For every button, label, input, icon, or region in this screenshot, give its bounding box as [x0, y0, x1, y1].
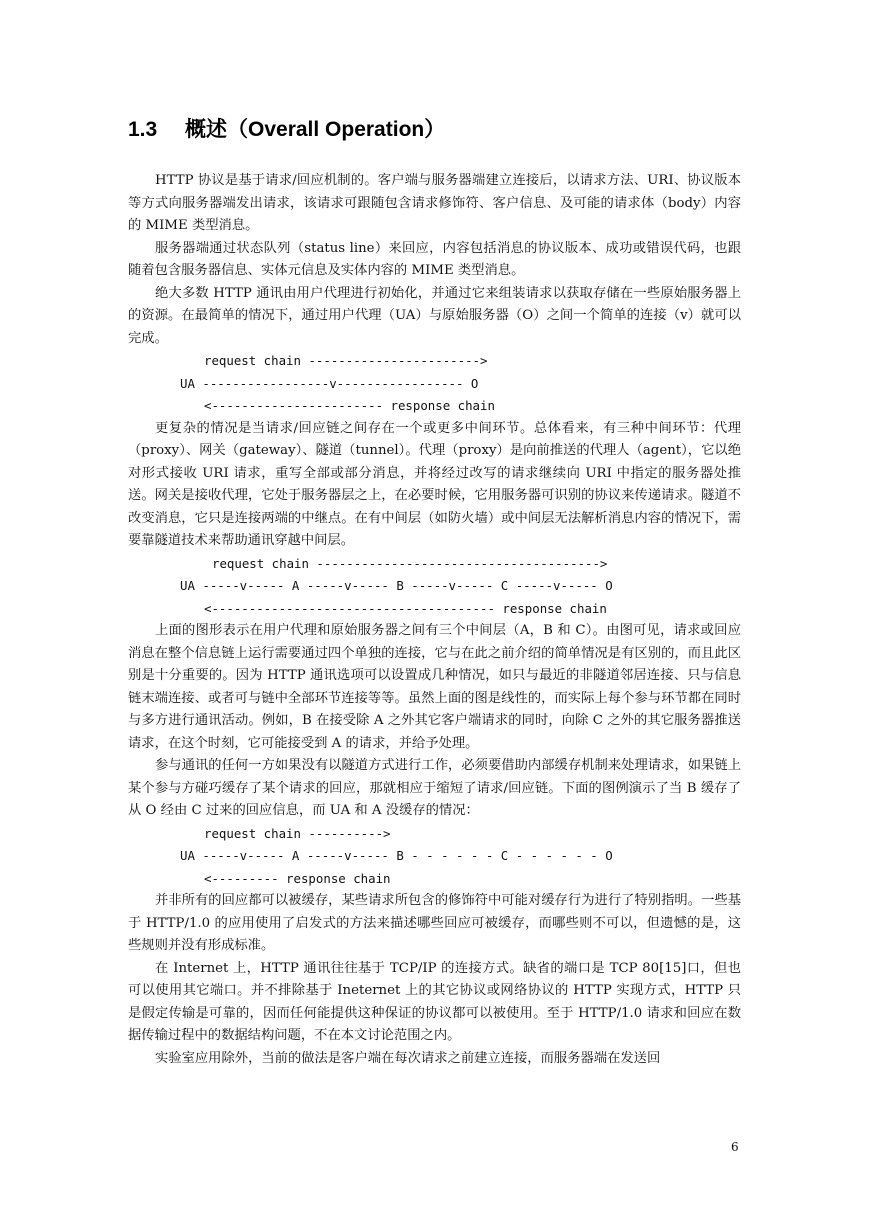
cached-chain-diagram	[128, 823, 741, 891]
paragraph: 服务器端通过状态队列（status line）来回应，内容包括消息的协议版本、成功或错误代码，也跟随着包含服务器信息、实体元信息及实体内容的 MIME 类型消息。	[128, 240, 741, 278]
section-title-text: 概述（Overall Operation）	[185, 118, 446, 141]
section-heading	[128, 113, 445, 143]
connection-line: UA -----------------v----------------- O	[180, 375, 479, 391]
paragraph: HTTP 协议是基于请求/回应机制的。客户端与服务器端建立连接后，以请求方法、URI、协议版本等方式向服务器端发出请求，该请求可跟随包含请求修饰符、客户信息、及可能的请求体（body）内容的 MIME 类型消息。	[128, 173, 741, 233]
response-chain-line: <-------------------------------------- response chain	[204, 600, 607, 616]
section-number: 1.3	[128, 118, 158, 141]
paragraph: 更复杂的情况是当请求/回应链之间存在一个或更多中间环节。总体看来，有三种中间环节：代理（proxy）、网关（gateway）、隧道（tunnel）。代理（proxy）是向前推送的代理人（agent），它以绝对形式接收 URI 请求，重写全部或部分消息，并将经过改写的请求继续向 URI 中指定的服务器处推送。网关是接收代理，它处于服务器层之上，在必要时候，它用服务器可识别的协议来传递请求。隧道不改变消息，它只是连接两端的中继点。在有中间层（如防火墙）或中间层无法解析消息内容的情况下，需要靠隧道技术来帮助通讯穿越中间层。	[128, 420, 741, 548]
paragraph: 上面的图形表示在用户代理和原始服务器之间有三个中间层（A，B 和 C）。由图可见，请求或回应消息在整个信息链上运行需要通过四个单独的连接，它与在此之前介绍的简单情况是有区别的，而且此区别是十分重要的。因为 HTTP 通讯选项可以设置成几种情况，如只与最近的非隧道邻居连接、只与信息链末端连接、或者可与链中全部环节连接等等。虽然上面的图是线性的，而实际上每个参与环节都在同时与多方进行通讯活动。例如，B 在接受除 A 之外其它客户端请求的同时，向除 C 之外的其它服务器推送请求，在这个时刻，它可能接受到 A 的请求，并给予处理。	[128, 623, 741, 751]
connection-line: UA -----v----- A -----v----- B - - - - - - C - - - - - - O	[180, 848, 613, 863]
document-body	[128, 170, 741, 1070]
simple-chain-diagram	[128, 350, 741, 418]
paragraph: 参与通讯的任何一方如果没有以隧道方式进行工作，必须要借助内部缓存机制来处理请求，如果链上某个参与方碰巧缓存了某个请求的回应，那就相应于缩短了请求/回应链。下面的图例演示了当 B 缓存了从 O 经由 C 过来的回应信息，而 UA 和 A 没缓存的情况：	[128, 758, 741, 818]
connection-line: UA -----v----- A -----v----- B -----v----- C -----v----- O	[180, 578, 613, 593]
page-number: 6	[731, 1140, 739, 1154]
request-chain-line: request chain ----------------------->	[204, 353, 488, 368]
request-chain-line: request chain -------------------------------------->	[212, 555, 608, 571]
intermediary-chain-diagram	[128, 553, 741, 621]
request-chain-line: request chain ---------->	[204, 825, 391, 841]
paragraph: 在 Internet 上，HTTP 通讯往往基于 TCP/IP 的连接方式。缺省的端口是 TCP 80[15]口，但也可以使用其它端口。并不排除基于 Ineternet 上的其它协议或网络协议的 HTTP 实现方式，HTTP 只是假定传输是可靠的，因而任何能提供这种保证的协议都可以被使用。至于 HTTP/1.0 请求和回应在数据传输过程中的数据结构问题，不在本文讨论范围之内。	[128, 960, 741, 1043]
response-chain-line: <--------- response chain	[204, 870, 391, 886]
paragraph: 绝大多数 HTTP 通讯由用户代理进行初始化，并通过它来组装请求以获取存储在一些原始服务器上的资源。在最简单的情况下，通过用户代理（UA）与原始服务器（O）之间一个简单的连接（v）就可以完成。	[128, 285, 741, 346]
response-chain-line: <----------------------- response chain	[204, 398, 495, 413]
paragraph: 实验室应用除外，当前的做法是客户端在每次请求之前建立连接，而服务器端在发送回	[155, 1050, 661, 1066]
paragraph: 并非所有的回应都可以被缓存，某些请求所包含的修饰符中可能对缓存行为进行了特别指明。一些基于 HTTP/1.0 的应用使用了启发式的方法来描述哪些回应可被缓存，而哪些则不可以，但遗憾的是，这些规则并没有形成标准。	[128, 893, 741, 953]
